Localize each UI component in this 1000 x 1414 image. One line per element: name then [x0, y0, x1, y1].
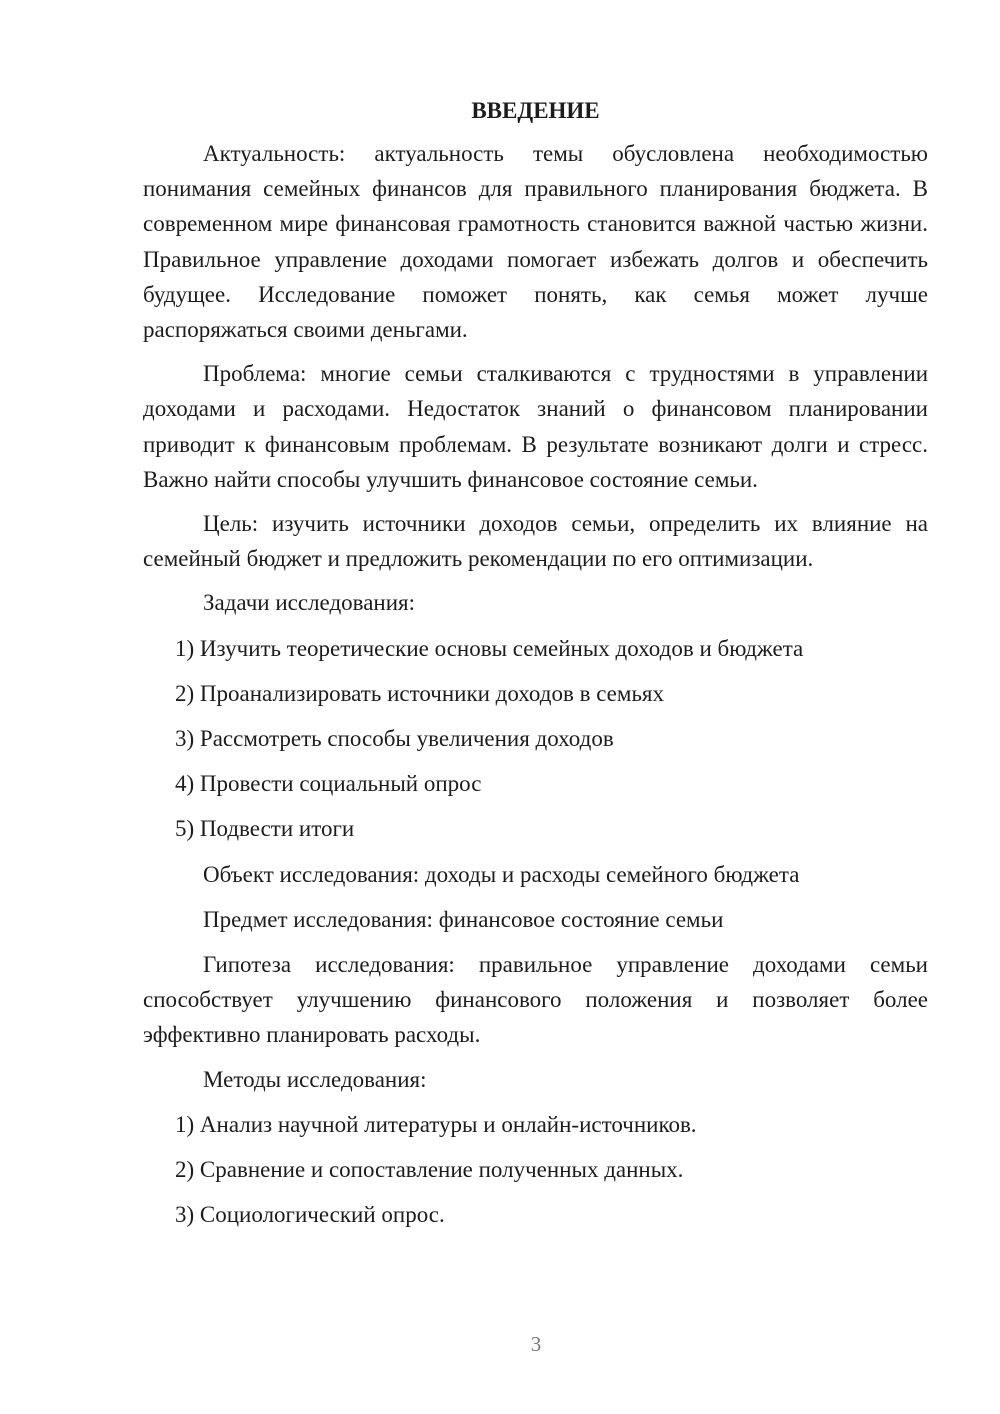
page-number: 3 — [530, 1332, 542, 1356]
research-object: Объект исследования: доходы и расходы семейного бюджета — [203, 861, 800, 887]
tasks-heading: Задачи исследования: — [203, 590, 416, 616]
task-item-3: 3) Рассмотреть способы увеличения доходов — [175, 726, 614, 752]
relevance-paragraph: Актуальность: актуальность темы обусловлена необходимостью понимания семейных финансов для правильного планирования бюджета. В современном мире финансовая грамотность становится важной частью жизни. Правильное управление доходами помогает избежать долгов и обеспечить будущее. Исследование поможет понять, как семья может лучше распоряжаться своими деньгами. — [143, 141, 928, 343]
task-item-5: 5) Подвести итоги — [175, 816, 355, 842]
task-item-2: 2) Проанализировать источники доходов в семьях — [175, 680, 665, 706]
hypothesis-paragraph: Гипотеза исследования: правильное управление доходами семьи способствует улучшению финансового положения и позволяет более эффективно планировать расходы. — [143, 952, 928, 1048]
task-item-4: 4) Провести социальный опрос — [175, 771, 482, 797]
page-content — [143, 94, 928, 1242]
problem-paragraph: Проблема: многие семьи сталкиваются с трудностями в управлении доходами и расходами. Недостаток знаний о финансовом планировании приводит к финансовым проблемам. В результате возникают долги и стресс. Важно найти способы улучшить финансовое состояние семьи. — [143, 361, 928, 492]
methods-heading: Методы исследования: — [203, 1066, 427, 1092]
method-item-3: 3) Социологический опрос. — [175, 1202, 445, 1228]
goal-paragraph: Цель: изучить источники доходов семьи, определить их влияние на семейный бюджет и предложить рекомендации по его оптимизации. — [143, 511, 928, 572]
page-title: ВВЕДЕНИЕ — [471, 98, 600, 123]
method-item-2: 2) Сравнение и сопоставление полученных данных. — [175, 1157, 684, 1183]
research-subject: Предмет исследования: финансовое состояние семьи — [203, 906, 724, 932]
method-item-1: 1) Анализ научной литературы и онлайн-источников. — [175, 1111, 697, 1137]
task-item-1: 1) Изучить теоретические основы семейных доходов и бюджета — [175, 635, 804, 661]
